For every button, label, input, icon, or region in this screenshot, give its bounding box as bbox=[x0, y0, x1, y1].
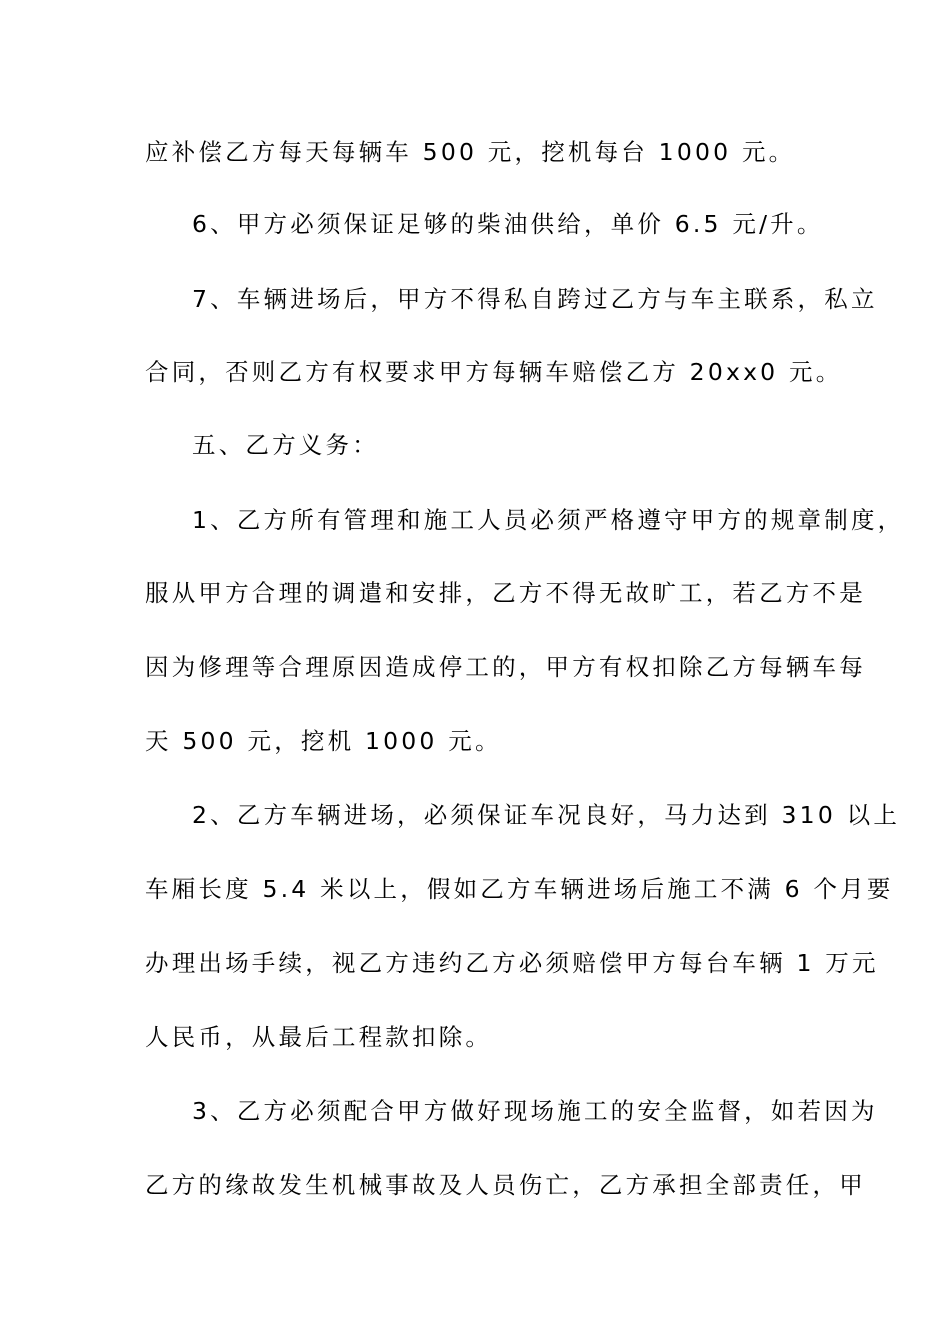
section-heading: 五、乙方义务： bbox=[192, 431, 379, 459]
text-line: 应补偿乙方每天每辆车 500 元，挖机每台 1000 元。 bbox=[145, 138, 796, 166]
text-line: 合同，否则乙方有权要求甲方每辆车赔偿乙方 20xx0 元。 bbox=[145, 358, 843, 386]
text-line: 2、乙方车辆进场，必须保证车况良好，马力达到 310 以上 bbox=[192, 801, 901, 829]
text-line: 办理出场手续，视乙方违约乙方必须赔偿甲方每台车辆 1 万元 bbox=[145, 949, 879, 977]
text-line: 7、车辆进场后，甲方不得私自跨过乙方与车主联系，私立 bbox=[192, 285, 878, 313]
text-line: 车厢长度 5.4 米以上，假如乙方车辆进场后施工不满 6 个月要 bbox=[145, 875, 894, 903]
text-line: 3、乙方必须配合甲方做好现场施工的安全监督，如若因为 bbox=[192, 1097, 878, 1125]
text-line: 6、甲方必须保证足够的柴油供给，单价 6.5 元/升。 bbox=[192, 210, 824, 238]
text-line: 服从甲方合理的调遣和安排，乙方不得无故旷工，若乙方不是 bbox=[145, 579, 866, 607]
text-line: 天 500 元，挖机 1000 元。 bbox=[145, 727, 502, 755]
text-line: 因为修理等合理原因造成停工的，甲方有权扣除乙方每辆车每 bbox=[145, 653, 866, 681]
text-line: 乙方的缘故发生机械事故及人员伤亡，乙方承担全部责任，甲 bbox=[145, 1171, 866, 1199]
text-line: 人民币，从最后工程款扣除。 bbox=[145, 1023, 493, 1051]
text-line: 1、乙方所有管理和施工人员必须严格遵守甲方的规章制度， bbox=[192, 506, 905, 534]
